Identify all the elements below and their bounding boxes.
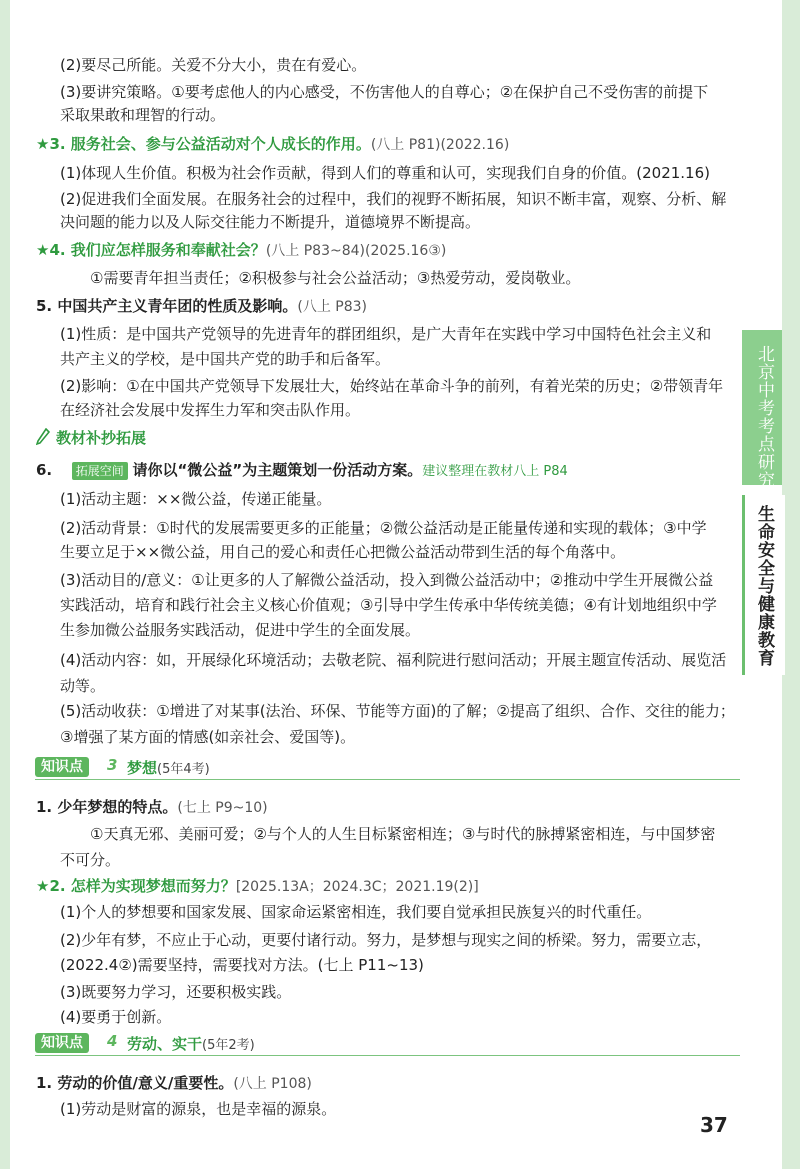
text-line: 决问题的能力以及人际交往能力不断提升，道德境界不断提高。	[60, 213, 481, 231]
knowledge-point-3-heading	[35, 757, 740, 780]
star-icon: ★	[36, 135, 50, 153]
pencil-icon	[36, 428, 50, 446]
text-line: 动等。	[60, 677, 106, 695]
text-line: 共产主义的学校，是中国共产党的助手和后备军。	[60, 350, 391, 368]
text-line: (1)劳动是财富的源泉，也是幸福的源泉。	[60, 1100, 337, 1118]
text-line: (1)性质：是中国共产党领导的先进青年的群团组织，是广大青年在实践中学习中国特色社会主义和	[60, 325, 712, 343]
text-line: (3)既要努力学习，还要积极实践。	[60, 983, 292, 1001]
question-9: 1. 劳动的价值/意义/重要性。(八上 P108)	[36, 1074, 312, 1092]
knowledge-number: 4	[107, 1032, 118, 1050]
text-line: 不可分。	[60, 851, 121, 869]
side-tab-1: 北京中考考点研究	[754, 345, 774, 489]
side-tab-2: 生命安全与健康教育	[754, 505, 774, 667]
question-7: 1. 少年梦想的特点。(七上 P9~10)	[36, 798, 268, 816]
star-icon: ★	[36, 877, 50, 895]
text-line: (2)活动背景：①时代的发展需要更多的正能量；②微公益活动是正能量传递和实现的载体；③中学	[60, 519, 707, 537]
question-6: 6. 拓展空间 请你以“微公益”为主题策划一份活动方案。建议整理在教材八上 P84	[36, 461, 568, 479]
text-line: ③增强了某方面的情感(如亲社会、爱国等)。	[60, 728, 356, 746]
text-line: ①天真无邪、美丽可爱；②与个人的人生目标紧密相连；③与时代的脉搏紧密相连，与中国梦密	[90, 825, 716, 843]
knowledge-point-4-heading	[35, 1033, 740, 1056]
knowledge-tag: 知识点	[35, 757, 89, 777]
text-line: (4)要勇于创新。	[60, 1008, 172, 1026]
expand-tag: 拓展空间	[72, 462, 128, 480]
question-8: ★2. 怎样为实现梦想而努力？[2025.13A；2024.3C；2021.19(2)]	[36, 877, 479, 895]
question-3: ★3. 服务社会、参与公益活动对个人成长的作用。(八上 P81)(2022.16)	[36, 135, 510, 153]
text-line: (5)活动收获：①增进了对某事(法治、环保、节能等方面)的了解；②提高了组织、合作、交往的能力；	[60, 702, 735, 720]
question-5: 5. 中国共产主义青年团的性质及影响。(八上 P83)	[36, 297, 367, 315]
knowledge-title: 梦想(5年4考)	[127, 759, 210, 777]
text-line: (2022.4②)需要坚持，需要找对方法。(七上 P11~13)	[60, 956, 424, 974]
knowledge-title: 劳动、实干(5年2考)	[127, 1035, 255, 1053]
star-icon: ★	[36, 241, 50, 259]
text-line: (3)活动目的/意义：①让更多的人了解微公益活动，投入到微公益活动中；②推动中学生开展微公益	[60, 571, 714, 589]
text-line: 实践活动，培育和践行社会主义核心价值观；③引导中学生传承中华传统美德；④有计划地组织中学	[60, 596, 717, 614]
text-line: (2)少年有梦，不应止于心动，更要付诸行动。努力，是梦想与现实之间的桥梁。努力，需要立志，	[60, 931, 712, 949]
text-line: (2)要尽己所能。关爱不分大小，贵在有爱心。	[60, 56, 367, 74]
text-line: 采取果敢和理智的行动。	[60, 106, 226, 124]
supplement-heading: 教材补抄拓展	[56, 429, 147, 447]
text-line: (2)促进我们全面发展。在服务社会的过程中，我们的视野不断拓展，知识不断丰富，观察、分析、解	[60, 190, 727, 208]
text-line: (4)活动内容：如，开展绿化环境活动；去敬老院、福利院进行慰问活动；开展主题宣传活动、展览活	[60, 651, 727, 669]
text-line: ①需要青年担当责任；②积极参与社会公益活动；③热爱劳动，爱岗敬业。	[90, 269, 581, 287]
knowledge-tag: 知识点	[35, 1033, 89, 1053]
text-line: (1)体现人生价值。积极为社会作贡献，得到人们的尊重和认可，实现我们自身的价值。(2021.16)	[60, 164, 710, 182]
text-line: 在经济社会发展中发挥生力军和突击队作用。	[60, 401, 361, 419]
text-line: (3)要讲究策略。①要考虑他人的内心感受，不伤害他人的自尊心；②在保护自己不受伤害的前提下	[60, 83, 709, 101]
text-line: (1)个人的梦想要和国家发展、国家命运紧密相连，我们要自觉承担民族复兴的时代重任。	[60, 903, 652, 921]
text-line: (2)影响：①在中国共产党领导下发展壮大，始终站在革命斗争的前列，有着光荣的历史；②带领青年	[60, 377, 724, 395]
text-line: 生要立足于××微公益，用自己的爱心和责任心把微公益活动带到生活的每个角落中。	[60, 543, 626, 561]
text-line: (1)活动主题：××微公益，传递正能量。	[60, 490, 332, 508]
page-number: 37	[700, 1113, 728, 1137]
text-line: 生参加微公益服务实践活动，促进中学生的全面发展。	[60, 621, 421, 639]
knowledge-number: 3	[107, 756, 118, 774]
question-4: ★4. 我们应怎样服务和奉献社会？(八上 P83~84)(2025.16③)	[36, 241, 447, 259]
